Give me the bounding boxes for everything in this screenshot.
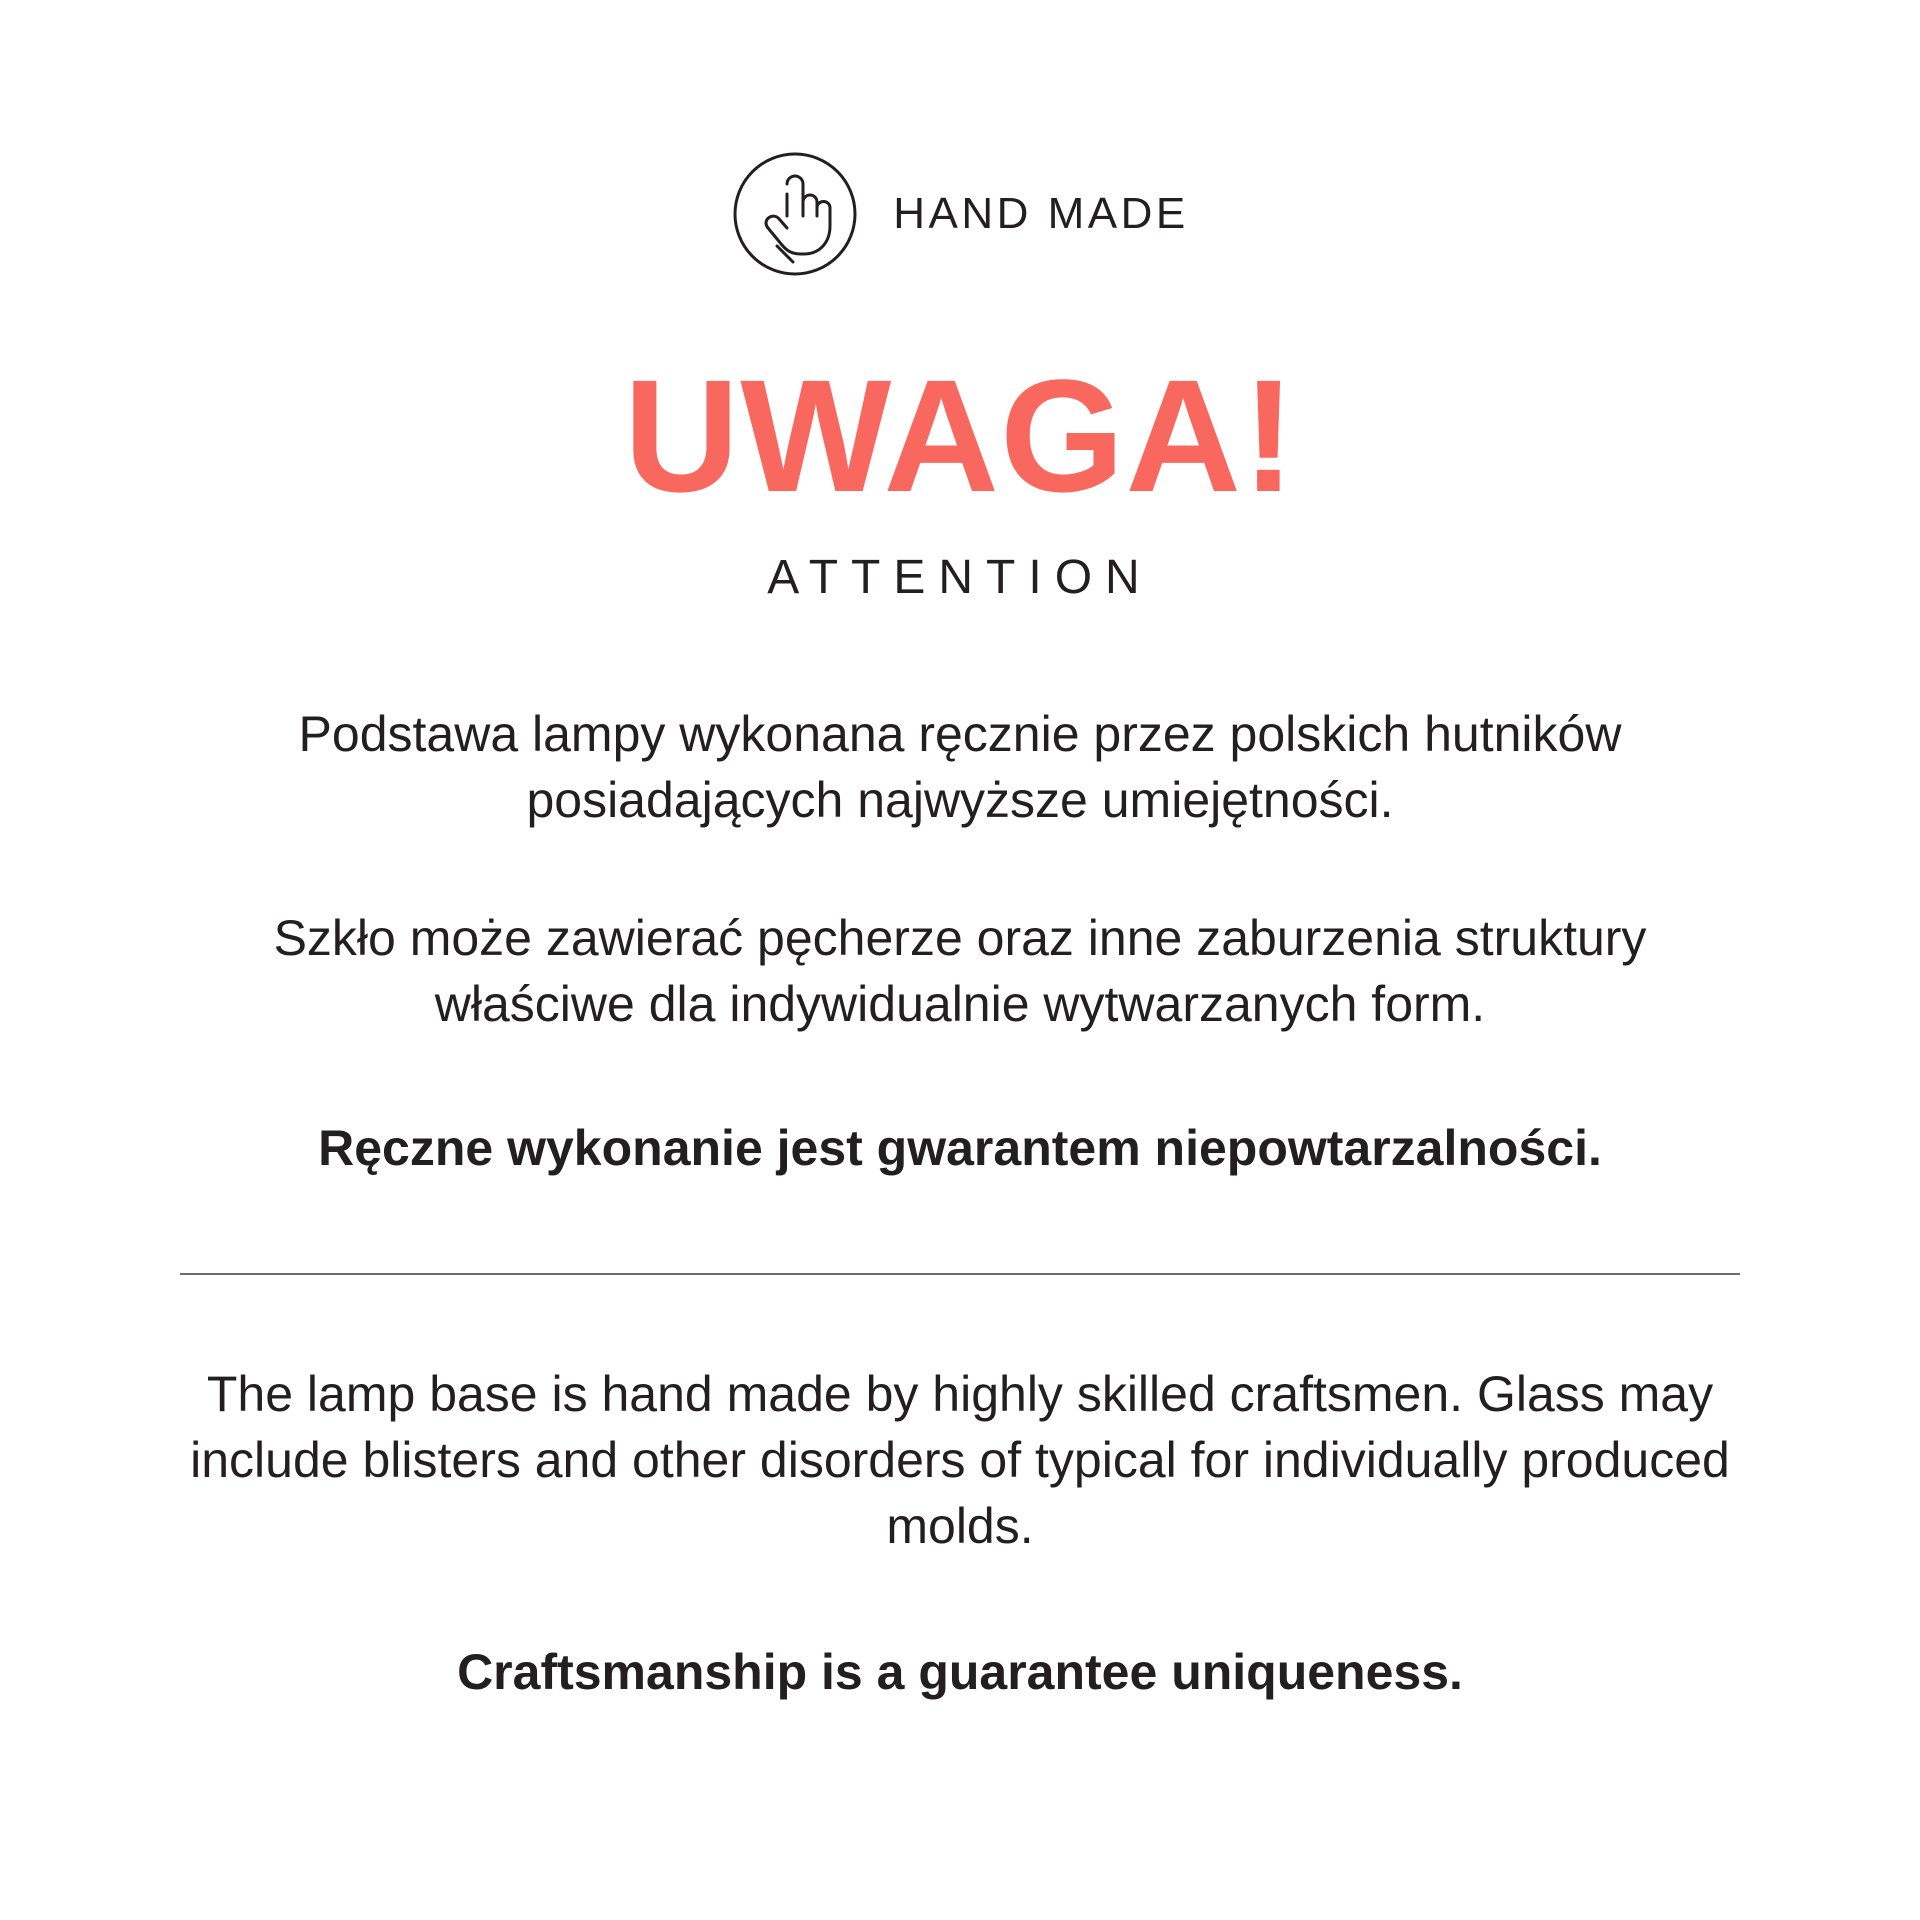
polish-paragraph-1: Podstawa lampy wykonana ręcznie przez polskich hutników posiadających najwyższe umiejętności. (298, 706, 1622, 828)
english-highlight: Craftsmanship is a guarantee uniqueness. (457, 1644, 1463, 1700)
hand-made-badge (731, 150, 1189, 278)
polish-paragraph-2: Szkło może zawierać pęcherze oraz inne zaburzenia struktury właściwe dla indywidualnie wytwarzanych form. (273, 910, 1647, 1032)
hand-made-label: HAND MADE (893, 189, 1189, 238)
page-title: UWAGA! (623, 346, 1297, 525)
page-subtitle: ATTENTION (767, 551, 1153, 604)
section-divider (180, 1273, 1740, 1275)
hand-pointing-icon (731, 150, 859, 278)
polish-highlight: Ręczne wykonanie jest gwarantem niepowtarzalności. (318, 1120, 1602, 1176)
english-paragraph-1: The lamp base is hand made by highly skilled craftsmen. Glass may include blisters and other disorders of typical for individually produced molds. (190, 1366, 1730, 1554)
